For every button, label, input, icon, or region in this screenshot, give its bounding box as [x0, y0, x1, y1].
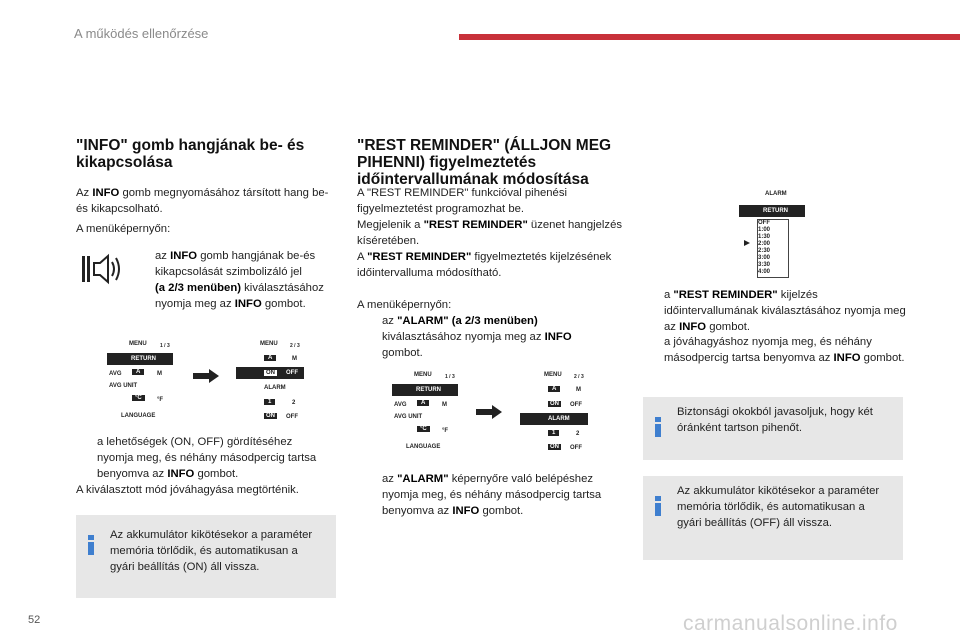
alarm-screen — [739, 186, 805, 278]
col1-menu-label: A menüképernyőn: — [76, 223, 171, 235]
menu-screen-1-3 — [107, 338, 173, 426]
menu-screen-2-3-alarm — [520, 369, 588, 457]
note-text: Biztonsági okokból javasoljuk, hogy két óránként tartson pihenőt. — [677, 406, 873, 434]
menu-avg-unit: AVG UNIT — [394, 414, 423, 420]
col1-intro: Az INFO gomb megnyomásához társított hang be- és kikapcsolható. — [76, 187, 329, 215]
col2-step2: az "ALARM" képernyőre való belépéshez nyomja meg, és néhány másodpercig tartsa benyomva az INFO gombot. — [382, 473, 602, 517]
menu2-one: 1 — [548, 430, 559, 436]
watermark: carmanualsonline.info — [683, 612, 898, 635]
col3-step2: a jóváhagyáshoz nyomja meg, és néhány másodpercig tartsa benyomva az INFO gombot. — [664, 336, 905, 364]
alarm-time-1: 1:00 — [758, 227, 771, 233]
menu-avg-opt: M — [157, 371, 162, 377]
menu2-on: ON — [550, 444, 559, 450]
section-heading-rest-reminder: "REST REMINDER" (ÁLLJON MEG PIHENNI) figyelmeztetés időintervallumának módosítása — [357, 137, 612, 188]
col2-step1: az "ALARM" (a 2/3 menüben) kiválasztásához nyomja meg az INFO gombot. — [382, 315, 572, 359]
menu2-page: 2 / 3 — [574, 374, 584, 380]
menu-unit-opt: °F — [442, 428, 449, 434]
menu2-alarm: ALARM — [264, 385, 286, 391]
menu2-title: MENU — [544, 372, 562, 378]
info-note-col3-b — [643, 476, 903, 560]
col2-paragraphs: A "REST REMINDER" funkcióval pihenési figyelmeztetést programozhat be. Megjelenik a "REST REMINDER" üzenet hangjelzés kíséretében. A "REST REMINDER" figyelmeztetés kijelzésének időintervalluma módosítható. — [357, 187, 623, 279]
alarm-title: ALARM — [765, 191, 787, 197]
alarm-time-5: 3:00 — [758, 255, 771, 261]
alarm-time-list — [757, 219, 789, 278]
menu2-two: 2 — [576, 431, 580, 437]
col3-step1: a "REST REMINDER" kijelzés időintervallumának kiválasztásához nyomja meg az INFO gombot. — [664, 289, 906, 333]
menu2-two: 2 — [292, 400, 296, 406]
menu2-one: 1 — [264, 399, 275, 405]
menu-avg: AVG — [394, 402, 407, 408]
alarm-time-3: 2:00 — [758, 241, 771, 247]
menu-unit-sel: °C — [132, 395, 145, 401]
col2-menu-label: A menüképernyőn: — [357, 299, 452, 311]
menu-avg-opt: M — [442, 402, 447, 408]
col1-step1: az INFO gomb hangjának be-és kikapcsolását szimbolizáló jel (a 2/3 menüben) kiválasztásához nyomja meg az INFO gombot. — [155, 250, 324, 310]
alarm-time-7: 4:00 — [758, 269, 771, 275]
menu2-a: A — [548, 386, 560, 392]
menu-language: LANGUAGE — [406, 444, 441, 450]
menu-avg-sel: A — [417, 400, 429, 406]
menu-unit-sel: °C — [417, 426, 430, 432]
col1-confirm: A kiválasztott mód jóváhagyása megtörténik. — [76, 484, 299, 496]
menu2-on: ON — [550, 401, 559, 407]
menu-avg-unit: AVG UNIT — [109, 383, 138, 389]
alarm-time-4: 2:30 — [758, 248, 771, 254]
info-icon — [655, 496, 661, 516]
menu-language: LANGUAGE — [121, 413, 156, 419]
menu2-title: MENU — [260, 341, 278, 347]
menu-screen-1-3-b — [392, 369, 458, 457]
menu2-off: OFF — [570, 402, 582, 408]
menu-return-row: RETURN — [392, 384, 458, 396]
note-text: Az akkumulátor kikötésekor a paraméter memória törlődik, és automatikusan a gyári beállítás (ON) áll vissza. — [110, 529, 313, 573]
menu2-alarm-row: ALARM — [520, 413, 588, 425]
info-icon — [88, 535, 94, 555]
selector-triangle-icon — [744, 240, 750, 246]
menu-page: 1 / 3 — [160, 343, 170, 349]
menu2-m: M — [292, 356, 297, 362]
menu-unit-opt: °F — [157, 397, 164, 403]
menu-title: MENU — [414, 372, 432, 378]
menu-screen-2-3 — [236, 338, 304, 426]
menu-avg: AVG — [109, 371, 122, 377]
menu2-on: ON — [266, 413, 275, 419]
menu2-page: 2 / 3 — [290, 343, 300, 349]
menu2-sound-row: ON OFF — [236, 367, 304, 379]
page-header-title: A működés ellenőrzése — [74, 26, 209, 41]
menu2-m: M — [576, 387, 581, 393]
alarm-time-6: 3:30 — [758, 262, 771, 268]
menu-return-row: RETURN — [107, 353, 173, 365]
note-text: Az akkumulátor kikötésekor a paraméter memória törlődik, és automatikusan a gyári beállítás (OFF) áll vissza. — [677, 485, 880, 529]
menu2-off: OFF — [570, 445, 582, 451]
menu-avg-sel: A — [132, 369, 144, 375]
col1-step2: a lehetőségek (ON, OFF) gördítéséhez nyomja meg, és néhány másodpercig tartsa benyomva az INFO gombot. — [97, 436, 317, 480]
right-arrow-icon — [193, 369, 219, 383]
info-note-col1 — [76, 515, 336, 598]
speaker-sound-icon — [80, 252, 124, 286]
menu2-a: A — [264, 355, 276, 361]
menu2-off: OFF — [286, 414, 298, 420]
alarm-return-row: RETURN — [739, 205, 805, 217]
info-note-col3-a — [643, 397, 903, 460]
alarm-time-2: 1:30 — [758, 234, 771, 240]
header-accent-bar — [459, 34, 960, 40]
section-heading-info-sound: "INFO" gomb hangjának be- és kikapcsolása — [76, 137, 305, 171]
right-arrow-icon — [476, 405, 502, 419]
menu-title: MENU — [129, 341, 147, 347]
info-icon — [655, 417, 661, 437]
page-number: 52 — [28, 614, 41, 626]
alarm-time-0: OFF — [758, 220, 770, 226]
menu-page: 1 / 3 — [445, 374, 455, 380]
